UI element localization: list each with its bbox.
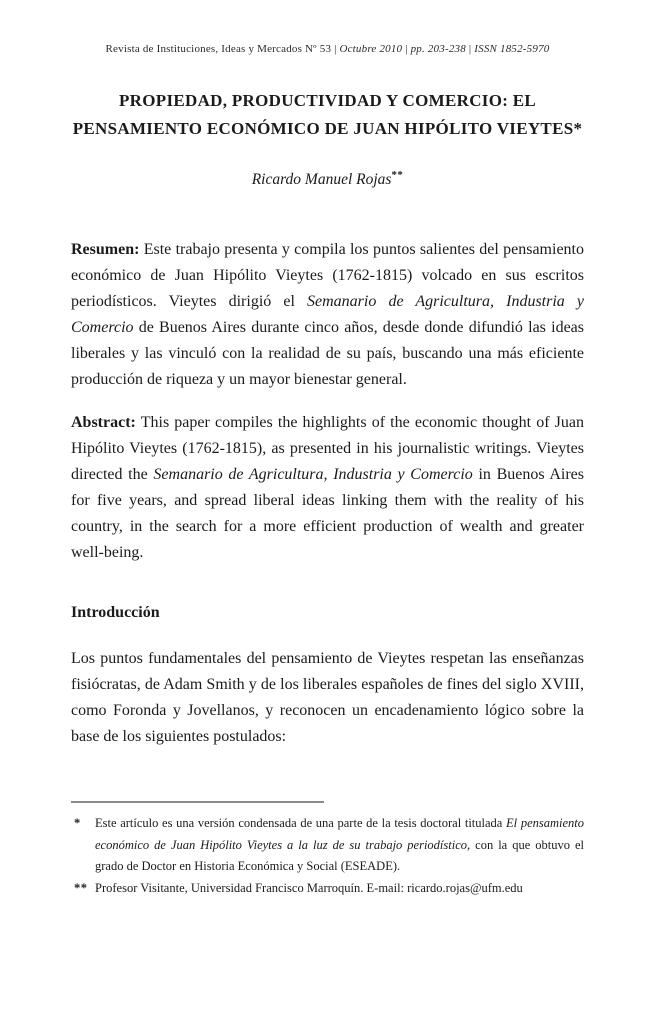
footnote-marker-1: * [74, 816, 81, 831]
article-title [71, 87, 584, 143]
footnotes-block [71, 801, 584, 899]
resumen-paragraph: Resumen: Este trabajo presenta y compila los puntos salientes del pensamiento económico de Juan Hipólito Vieytes (1762-1815) volcado en sus escritos periodísticos. Vieytes dirigió el Semanario de Agricultura, Industria y Comercio de Buenos Aires durante cinco años, desde donde difundió las ideas liberales y las vinculó con la realidad de su país, buscando una más eficiente producción de riqueza y un mayor bienestar general. [71, 241, 584, 389]
footnote-divider-rule [71, 801, 324, 803]
author-byline: Ricardo Manuel Rojas** [251, 169, 404, 189]
footnote-text-1: Este artículo es una versión condensada de una parte de la tesis doctoral titulada El pensamiento económico de Juan Hipólito Vieytes a la luz de su trabajo periodístico, con la que obtuvo el grado de Doctor en Historia Económica y Social (ESEADE). [95, 816, 584, 874]
journal-header-line: Revista de Instituciones, Ideas y Mercados Nº 53 | Octubre 2010 | pp. 203-238 | ISSN 1852-5970 [105, 43, 550, 55]
article-title-line-2: PENSAMIENTO ECONÓMICO DE JUAN HIPÓLITO VIEYTES* [72, 119, 583, 138]
page-content [0, 42, 658, 899]
section-heading-introduccion: Introducción [71, 604, 160, 622]
intro-paragraph: Los puntos fundamentales del pensamiento de Vieytes respetan las enseñanzas fisiócratas, de Adam Smith y de los liberales españoles de fines del siglo XVIII, como Foronda y Jovellanos, y reconocen un encadenamiento lógico sobre la base de los siguientes postulados: [71, 650, 584, 746]
footnote-item-2 [71, 878, 584, 900]
abstract-paragraph: Abstract: This paper compiles the highlights of the economic thought of Juan Hipólito Vieytes (1762-1815), as presented in his journalistic writings. Vieytes directed the Semanario de Agricultura, Industria y Comercio in Buenos Aires for five years, and spread liberal ideas linking them with the reality of his country, in the search for a more efficient production of wealth and greater well-being. [71, 414, 584, 562]
footnote-text-2: Profesor Visitante, Universidad Francisco Marroquín. E-mail: ricardo.rojas@ufm.edu [95, 880, 523, 895]
footnote-marker-2: ** [74, 880, 88, 895]
footnote-item-1 [71, 813, 584, 878]
article-title-line-1: PROPIEDAD, PRODUCTIVIDAD Y COMERCIO: EL [118, 91, 537, 110]
